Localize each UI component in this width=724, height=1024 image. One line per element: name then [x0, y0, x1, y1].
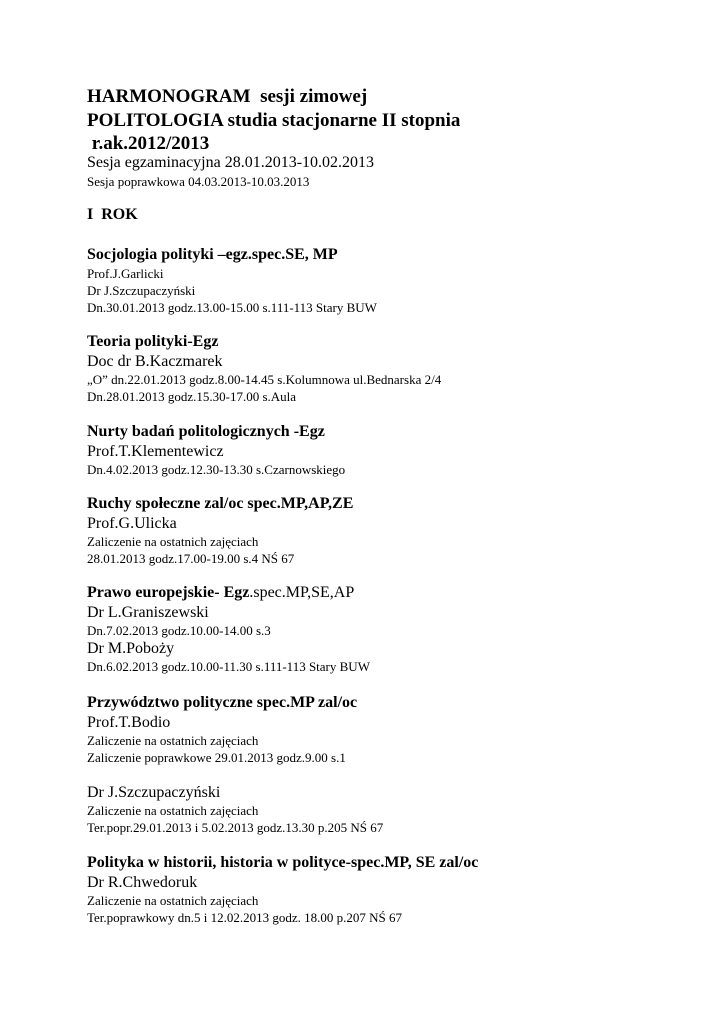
course-teacher: Dr J.Szczupaczyński — [87, 784, 221, 801]
course-prawo — [87, 583, 687, 675]
course-teacher: Doc dr B.Kaczmarek — [87, 353, 223, 370]
repeat-session-dates: Sesja poprawkowa 04.03.2013-10.03.2013 — [87, 174, 310, 189]
course-nurty — [87, 422, 687, 478]
exam-session-dates: Sesja egzaminacyjna 28.01.2013-10.02.2013 — [87, 154, 375, 171]
program-title: POLITOLOGIA studia stacjonarne II stopnia — [87, 110, 461, 131]
course-date: 28.01.2013 godz.17.00-19.00 s.4 NŚ 67 — [87, 551, 295, 566]
document-title: HARMONOGRAM sesji zimowej — [87, 86, 368, 107]
course-title: Socjologia polityki –egz.spec.SE, MP — [87, 246, 338, 263]
course-socjologia — [87, 245, 687, 316]
course-note: Zaliczenie na ostatnich zajęciach — [87, 733, 259, 748]
course-teacher: Dr M.Poboży — [87, 640, 175, 657]
year-heading: I ROK — [87, 206, 138, 223]
course-title-bold: Prawo europejskie- Egz — [87, 584, 250, 601]
course-teacher: Dr J.Szczupaczyński — [87, 283, 196, 298]
course-teacher: Dr R.Chwedoruk — [87, 874, 198, 891]
course-teacher: Prof.J.Garlicki — [87, 266, 164, 281]
course-title: Przywództwo polityczne spec.MP zal/oc — [87, 694, 358, 711]
course-title: Teoria polityki-Egz — [87, 333, 219, 350]
course-teacher: Prof.G.Ulicka — [87, 515, 177, 532]
course-date: Ter.poprawkowy dn.5 i 12.02.2013 godz. 18.00 p.207 NŚ 67 — [87, 910, 403, 925]
course-date: Ter.popr.29.01.2013 i 5.02.2013 godz.13.30 p.205 NŚ 67 — [87, 820, 384, 835]
course-teacher: Prof.T.Bodio — [87, 714, 171, 731]
course-title: Nurty badań politologicznych -Egz — [87, 423, 325, 440]
academic-year: r.ak.2012/2013 — [87, 133, 210, 154]
course-note: Zaliczenie na ostatnich zajęciach — [87, 803, 259, 818]
course-title: Ruchy społeczne zal/oc spec.MP,AP,ZE — [87, 495, 354, 512]
course-note: Zaliczenie na ostatnich zajęciach — [87, 534, 259, 549]
course-title: Polityka w historii, historia w polityce-spec.MP, SE zal/oc — [87, 854, 479, 871]
course-date: Dn.4.02.2013 godz.12.30-13.30 s.Czarnowskiego — [87, 462, 346, 477]
course-ruchy — [87, 494, 687, 567]
course-teacher: Prof.T.Klementewicz — [87, 443, 224, 460]
course-date: Dn.30.01.2013 godz.13.00-15.00 s.111-113 Stary BUW — [87, 300, 377, 315]
course-polityka-w-historii — [87, 853, 687, 926]
course-teoria — [87, 332, 687, 405]
course-date: Dn.6.02.2013 godz.10.00-11.30 s.111-113 Stary BUW — [87, 659, 370, 674]
course-przywodztwo — [87, 693, 687, 836]
course-note: Zaliczenie na ostatnich zajęciach — [87, 893, 259, 908]
course-date: Dn.28.01.2013 godz.15.30-17.00 s.Aula — [87, 389, 297, 404]
course-title-suffix: .spec.MP,SE,AP — [249, 584, 355, 601]
course-date: „O” dn.22.01.2013 godz.8.00-14.45 s.Kolumnowa ul.Bednarska 2/4 — [87, 372, 442, 387]
course-date: Dn.7.02.2013 godz.10.00-14.00 s.3 — [87, 623, 271, 638]
course-title — [87, 583, 687, 603]
course-date: Zaliczenie poprawkowe 29.01.2013 godz.9.00 s.1 — [87, 750, 346, 765]
course-teacher: Dr L.Graniszewski — [87, 604, 209, 621]
